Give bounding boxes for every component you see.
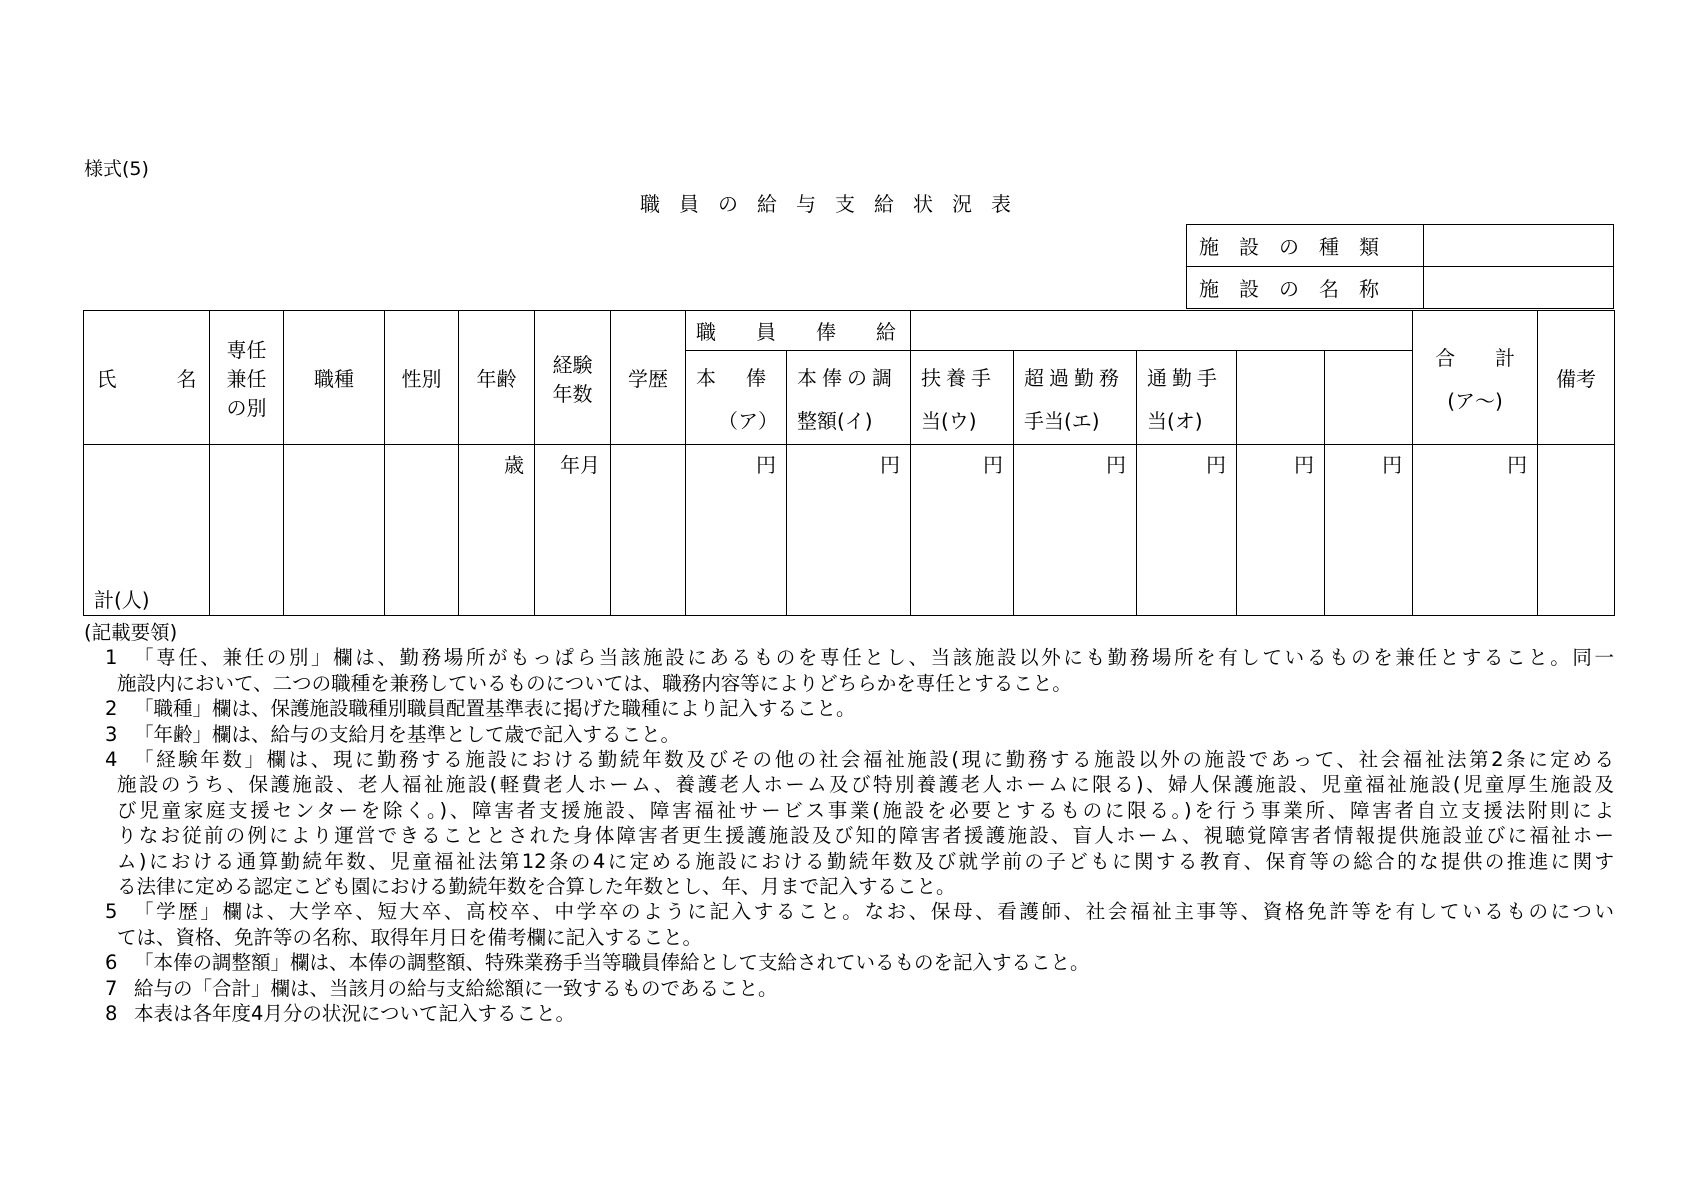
page-title: 職員の給与支給状況表 bbox=[640, 192, 1030, 216]
header-experience: 経験 年数 bbox=[535, 311, 611, 445]
note-text: 「経験年数」欄は、現に勤務する施設における勤続年数及びその他の社会福祉施設(現に勤務する施設以外の施設であって、社会福祉法第2条に定める bbox=[134, 748, 1614, 772]
header-job-type: 職種 bbox=[284, 311, 385, 445]
header-allowance-group bbox=[911, 311, 1413, 351]
note-item bbox=[84, 747, 1614, 899]
header-total: 合 計 (ア～) bbox=[1413, 311, 1538, 445]
note-text: 「本俸の調整額」欄は、本俸の調整額、特殊業務手当等職員俸給として支給されているものを記入すること。 bbox=[134, 951, 1090, 975]
notes-section bbox=[84, 620, 1614, 1027]
cell-job[interactable] bbox=[284, 445, 385, 616]
note-text: 給与の「合計」欄は、当該月の給与支給総額に一致するものであること。 bbox=[134, 976, 778, 1000]
header-sex: 性別 bbox=[385, 311, 459, 445]
note-number: 6 bbox=[105, 951, 118, 975]
facility-info-table bbox=[1186, 224, 1614, 309]
header-age: 年齢 bbox=[459, 311, 535, 445]
cell-family-allowance[interactable]: 円 bbox=[911, 445, 1014, 616]
header-fulltime-parttime: 専任 兼任 の別 bbox=[210, 311, 284, 445]
total-count-cell[interactable] bbox=[84, 445, 210, 616]
note-item bbox=[84, 899, 1614, 950]
cell-overtime-allowance[interactable]: 円 bbox=[1014, 445, 1137, 616]
facility-type-field[interactable] bbox=[1424, 225, 1614, 267]
note-text: 「学歴」欄は、大学卒、短大卒、高校卒、中学卒のように記入すること。なお、保母、看護師、社会福祉主事等、資格免許等を有しているものについ bbox=[134, 900, 1614, 924]
header-staff-salary: 職 員 俸 給 bbox=[686, 311, 911, 351]
note-number: 8 bbox=[105, 1002, 118, 1026]
note-line bbox=[84, 747, 1614, 772]
note-number: 2 bbox=[105, 697, 118, 721]
note-line bbox=[84, 976, 1614, 1001]
notes-list bbox=[84, 645, 1614, 1026]
header-name: 氏 名 bbox=[84, 311, 210, 445]
header-adjustment: 本俸の調 整額(イ) bbox=[787, 351, 911, 445]
note-text: 「年齢」欄は、給与の支給月を基準として歳で記入すること。 bbox=[134, 722, 681, 746]
cell-total[interactable]: 円 bbox=[1413, 445, 1538, 616]
facility-name-field[interactable] bbox=[1424, 267, 1614, 309]
header-blank-2 bbox=[1325, 351, 1413, 445]
cell-age[interactable]: 歳 bbox=[459, 445, 535, 616]
facility-name-label: 施設の名称 bbox=[1187, 267, 1424, 309]
header-education: 学歴 bbox=[611, 311, 686, 445]
note-number: 7 bbox=[105, 976, 118, 1000]
note-text: りなお従前の例により運営できることとされた身体障害者更生援護施設及び知的障害者援護施設、盲人ホーム、視聴覚障害者情報提供施設並びに福祉ホー bbox=[117, 824, 1614, 848]
note-number: 4 bbox=[105, 748, 118, 772]
cell-experience[interactable]: 年月 bbox=[535, 445, 611, 616]
note-text: る法律に定める認定こども園における勤続年数を合算した年数とし、年、月まで記入すること。 bbox=[117, 875, 956, 899]
note-item bbox=[84, 645, 1614, 696]
note-text: ム)における通算勤続年数、児童福祉法第12条の4に定める施設における勤続年数及び就学前の子どもに関する教育、保育等の総合的な提供の推進に関す bbox=[117, 849, 1614, 873]
note-number: 3 bbox=[105, 722, 118, 746]
total-count-label: 計(人) bbox=[94, 588, 150, 612]
note-item bbox=[84, 696, 1614, 721]
facility-type-label: 施設の種類 bbox=[1187, 225, 1424, 267]
form-number: 様式(5) bbox=[84, 158, 149, 180]
header-remarks: 備考 bbox=[1538, 311, 1615, 445]
notes-heading: (記載要領) bbox=[84, 621, 178, 644]
note-text: 施設のうち、保護施設、老人福祉施設(軽費老人ホーム、養護老人ホーム及び特別養護老人ホームに限る)、婦人保護施設、児童福祉施設(児童厚生施設及 bbox=[117, 773, 1614, 797]
note-line bbox=[84, 645, 1614, 670]
note-line bbox=[84, 823, 1614, 848]
header-blank-1 bbox=[1237, 351, 1325, 445]
note-text: ては、資格、免許等の名称、取得年月日を備考欄に記入すること。 bbox=[117, 925, 703, 949]
note-line bbox=[84, 798, 1614, 823]
note-item bbox=[84, 976, 1614, 1001]
cell-remarks[interactable] bbox=[1538, 445, 1615, 616]
cell-adjustment[interactable]: 円 bbox=[787, 445, 911, 616]
note-line bbox=[84, 671, 1614, 696]
note-item bbox=[84, 1001, 1614, 1026]
note-line bbox=[84, 849, 1614, 874]
header-commute-allowance: 通勤手 当(オ) bbox=[1137, 351, 1237, 445]
salary-table bbox=[83, 310, 1615, 616]
note-line bbox=[84, 722, 1614, 747]
header-overtime-allowance: 超過勤務 手当(エ) bbox=[1014, 351, 1137, 445]
note-text: 「専任、兼任の別」欄は、勤務場所がもっぱら当該施設にあるものを専任とし、当該施設以外にも勤務場所を有しているものを兼任とすること。同一 bbox=[134, 646, 1614, 670]
cell-fulltime[interactable] bbox=[210, 445, 284, 616]
cell-blank-1[interactable]: 円 bbox=[1237, 445, 1325, 616]
note-text: び児童家庭支援センターを除く。)、障害者支援施設、障害福祉サービス事業(施設を必要とするものに限る。)を行う事業所、障害者自立支援法附則によ bbox=[117, 798, 1614, 822]
note-item bbox=[84, 950, 1614, 975]
note-line bbox=[84, 1001, 1614, 1026]
note-text: 本表は各年度4月分の状況について記入すること。 bbox=[134, 1002, 576, 1026]
note-line bbox=[84, 696, 1614, 721]
note-line bbox=[84, 874, 1614, 899]
note-number: 1 bbox=[105, 646, 118, 670]
cell-blank-2[interactable]: 円 bbox=[1325, 445, 1413, 616]
header-base-pay: 本 俸 （ア） bbox=[686, 351, 787, 445]
note-text: 「職種」欄は、保護施設職種別職員配置基準表に掲げた職種により記入すること。 bbox=[134, 697, 856, 721]
note-line bbox=[84, 925, 1614, 950]
cell-sex[interactable] bbox=[385, 445, 459, 616]
note-text: 施設内において、二つの職種を兼務しているものについては、職務内容等によりどちらかを専任とすること。 bbox=[117, 671, 1072, 695]
note-line bbox=[84, 950, 1614, 975]
note-line bbox=[84, 899, 1614, 924]
header-family-allowance: 扶養手 当(ウ) bbox=[911, 351, 1014, 445]
cell-education[interactable] bbox=[611, 445, 686, 616]
cell-commute-allowance[interactable]: 円 bbox=[1137, 445, 1237, 616]
note-number: 5 bbox=[105, 900, 118, 924]
note-line bbox=[84, 772, 1614, 797]
note-item bbox=[84, 722, 1614, 747]
cell-base-pay[interactable]: 円 bbox=[686, 445, 787, 616]
